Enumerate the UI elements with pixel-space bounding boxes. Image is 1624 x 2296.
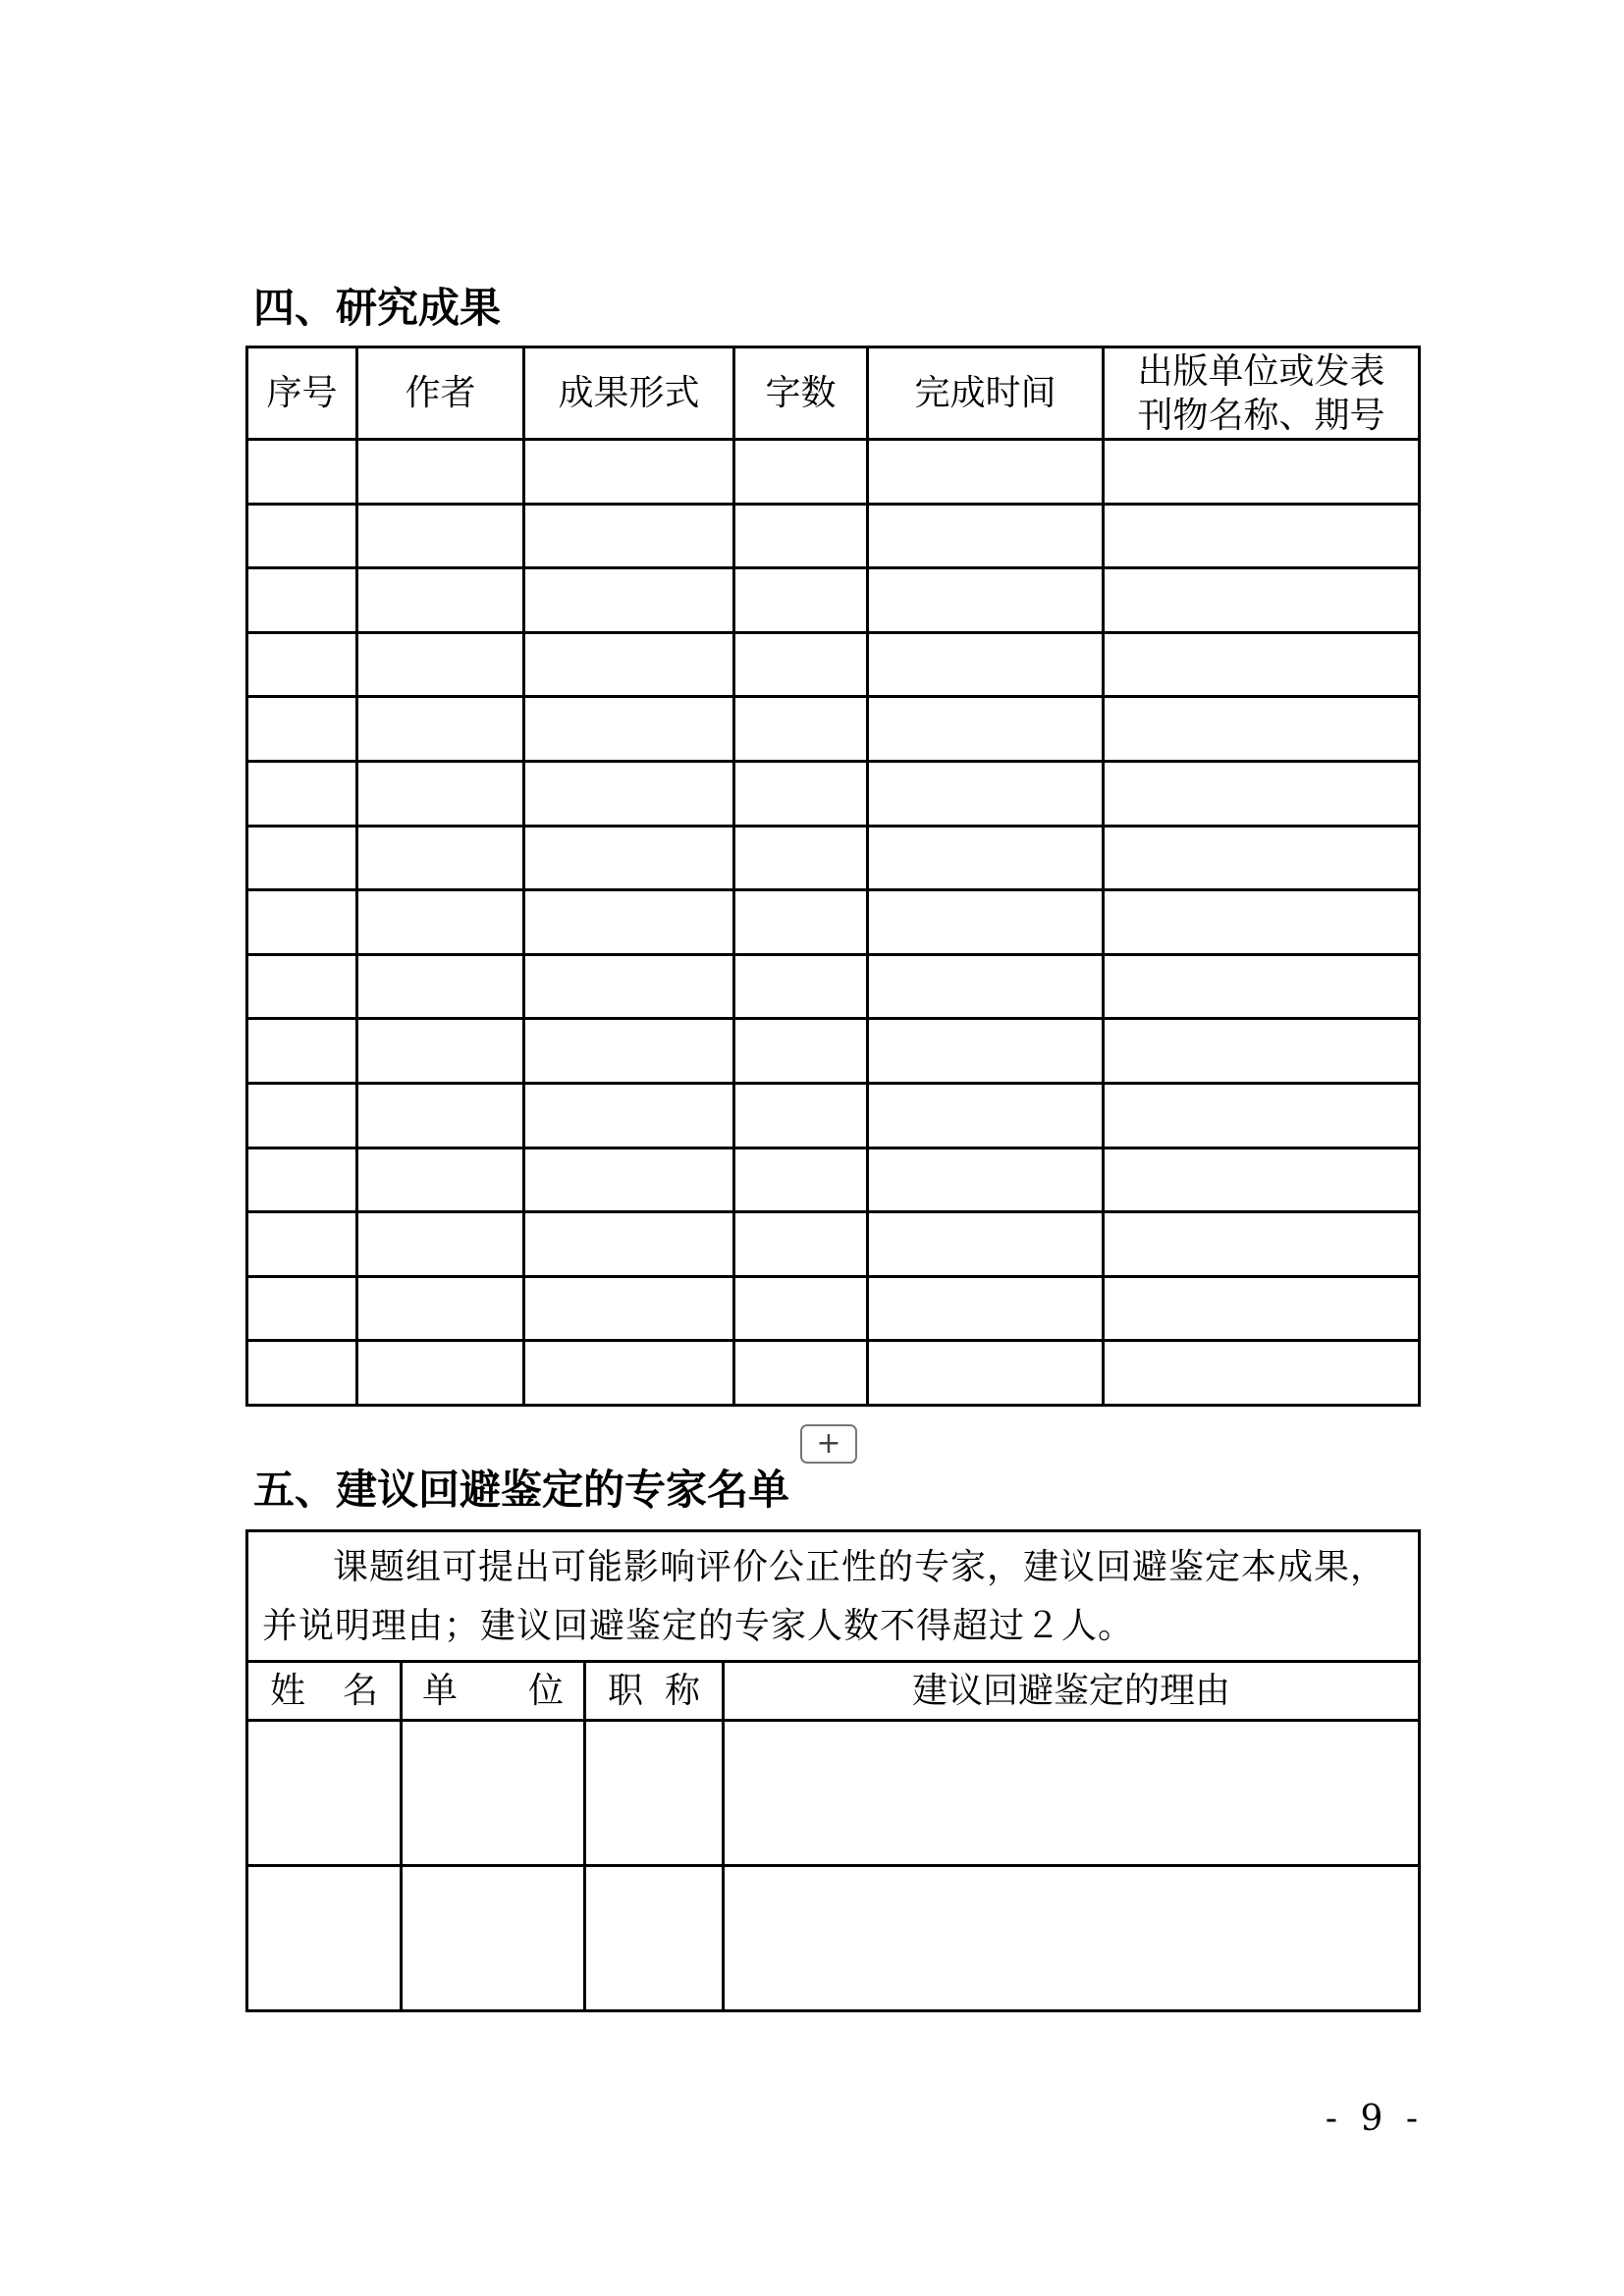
cell-serial-number[interactable]	[247, 568, 357, 633]
cell-word-count[interactable]	[734, 568, 868, 633]
cell-expert-unit[interactable]	[402, 1721, 585, 1866]
table-row	[247, 1019, 1420, 1084]
cell-publisher[interactable]	[1104, 1212, 1420, 1277]
cell-completion-time[interactable]	[868, 697, 1104, 762]
cell-serial-number[interactable]	[247, 1276, 357, 1341]
table-row	[247, 440, 1420, 505]
header-completion-time: 完成时间	[868, 347, 1104, 440]
cell-completion-time[interactable]	[868, 1212, 1104, 1277]
cell-result-form[interactable]	[524, 1212, 734, 1277]
cell-completion-time[interactable]	[868, 890, 1104, 955]
table-row	[247, 1148, 1420, 1212]
cell-author[interactable]	[357, 1212, 524, 1277]
cell-author[interactable]	[357, 1148, 524, 1212]
cell-result-form[interactable]	[524, 890, 734, 955]
cell-completion-time[interactable]	[868, 440, 1104, 505]
cell-author[interactable]	[357, 826, 524, 890]
cell-publisher[interactable]	[1104, 1341, 1420, 1406]
cell-completion-time[interactable]	[868, 761, 1104, 826]
header-publisher-line2: 刊物名称、期号	[1137, 395, 1385, 436]
cell-word-count[interactable]	[734, 1212, 868, 1277]
cell-author[interactable]	[357, 632, 524, 697]
cell-author[interactable]	[357, 1083, 524, 1148]
table-row	[247, 761, 1420, 826]
table-row	[247, 1212, 1420, 1277]
cell-publisher[interactable]	[1104, 632, 1420, 697]
cell-word-count[interactable]	[734, 890, 868, 955]
cell-author[interactable]	[357, 697, 524, 762]
cell-word-count[interactable]	[734, 1341, 868, 1406]
cell-expert-title[interactable]	[585, 1721, 724, 1866]
cell-word-count[interactable]	[734, 1148, 868, 1212]
cell-publisher[interactable]	[1104, 1148, 1420, 1212]
header-reason: 建议回避鉴定的理由	[724, 1662, 1420, 1721]
expert-row	[247, 1721, 1420, 1866]
cell-expert-name[interactable]	[247, 1721, 402, 1866]
table-row	[247, 1083, 1420, 1148]
cell-completion-time[interactable]	[868, 568, 1104, 633]
cell-expert-reason[interactable]	[724, 1721, 1420, 1866]
page-number: - 9 -	[1325, 2099, 1424, 2139]
header-serial-number: 序号	[247, 347, 357, 440]
cell-expert-unit[interactable]	[402, 1866, 585, 2011]
table-row	[247, 632, 1420, 697]
cell-publisher[interactable]	[1104, 761, 1420, 826]
research-results-table	[245, 346, 1421, 1407]
cell-result-form[interactable]	[524, 440, 734, 505]
header-word-count: 字数	[734, 347, 868, 440]
table-row	[247, 1276, 1420, 1341]
table-row	[247, 504, 1420, 568]
cell-author[interactable]	[357, 954, 524, 1019]
cell-serial-number[interactable]	[247, 761, 357, 826]
table-row	[247, 1341, 1420, 1406]
cell-serial-number[interactable]	[247, 1212, 357, 1277]
cell-serial-number[interactable]	[247, 890, 357, 955]
cell-publisher[interactable]	[1104, 826, 1420, 890]
cell-author[interactable]	[357, 1019, 524, 1084]
cell-author[interactable]	[357, 1341, 524, 1406]
cell-serial-number[interactable]	[247, 440, 357, 505]
cell-result-form[interactable]	[524, 954, 734, 1019]
cell-word-count[interactable]	[734, 761, 868, 826]
cell-completion-time[interactable]	[868, 1019, 1104, 1084]
cell-publisher[interactable]	[1104, 504, 1420, 568]
cell-result-form[interactable]	[524, 1019, 734, 1084]
cell-completion-time[interactable]	[868, 1148, 1104, 1212]
cell-publisher[interactable]	[1104, 1019, 1420, 1084]
cell-word-count[interactable]	[734, 1019, 868, 1084]
cell-author[interactable]	[357, 1276, 524, 1341]
cell-expert-name[interactable]	[247, 1866, 402, 2011]
cell-word-count[interactable]	[734, 504, 868, 568]
cell-result-form[interactable]	[524, 697, 734, 762]
cell-serial-number[interactable]	[247, 1148, 357, 1212]
table-row	[247, 890, 1420, 955]
cell-publisher[interactable]	[1104, 440, 1420, 505]
cell-serial-number[interactable]	[247, 1019, 357, 1084]
cell-serial-number[interactable]	[247, 697, 357, 762]
cell-word-count[interactable]	[734, 1083, 868, 1148]
cell-publisher[interactable]	[1104, 697, 1420, 762]
cell-result-form[interactable]	[524, 632, 734, 697]
header-job-title: 职 称	[585, 1662, 724, 1721]
header-author: 作者	[357, 347, 524, 440]
cell-serial-number[interactable]	[247, 632, 357, 697]
cell-publisher[interactable]	[1104, 568, 1420, 633]
cell-completion-time[interactable]	[868, 826, 1104, 890]
cell-result-form[interactable]	[524, 1276, 734, 1341]
cell-word-count[interactable]	[734, 826, 868, 890]
section-5-title: 五、建议回避鉴定的专家名单	[253, 1466, 790, 1514]
cell-completion-time[interactable]	[868, 1276, 1104, 1341]
instruction-note: 课题组可提出可能影响评价公正性的专家，建议回避鉴定本成果，并说明理由；建议回避鉴定的专家人数不得超过２人。	[262, 1547, 1387, 1646]
cell-serial-number[interactable]	[247, 1083, 357, 1148]
cell-publisher[interactable]	[1104, 954, 1420, 1019]
table-row	[247, 954, 1420, 1019]
cell-result-form[interactable]	[524, 504, 734, 568]
cell-author[interactable]	[357, 890, 524, 955]
cell-expert-title[interactable]	[585, 1866, 724, 2011]
expert-header-row	[247, 1662, 1420, 1721]
cell-publisher[interactable]	[1104, 1276, 1420, 1341]
cell-completion-time[interactable]	[868, 504, 1104, 568]
cell-result-form[interactable]	[524, 1341, 734, 1406]
recused-experts-table	[245, 1529, 1421, 2012]
cell-result-form[interactable]	[524, 826, 734, 890]
table-header-row	[247, 347, 1420, 440]
cell-completion-time[interactable]	[868, 1083, 1104, 1148]
cell-serial-number[interactable]	[247, 1341, 357, 1406]
header-unit: 单 位	[402, 1662, 585, 1721]
cell-word-count[interactable]	[734, 440, 868, 505]
cell-author[interactable]	[357, 568, 524, 633]
cell-result-form[interactable]	[524, 1148, 734, 1212]
header-result-form: 成果形式	[524, 347, 734, 440]
expert-row	[247, 1866, 1420, 2011]
cell-publisher[interactable]	[1104, 1083, 1420, 1148]
cell-word-count[interactable]	[734, 1276, 868, 1341]
cell-word-count[interactable]	[734, 632, 868, 697]
cell-result-form[interactable]	[524, 1083, 734, 1148]
cell-serial-number[interactable]	[247, 504, 357, 568]
cell-completion-time[interactable]	[868, 954, 1104, 1019]
cell-completion-time[interactable]	[868, 1341, 1104, 1406]
note-row	[247, 1531, 1420, 1662]
cell-expert-reason[interactable]	[724, 1866, 1420, 2011]
cell-author[interactable]	[357, 504, 524, 568]
cell-word-count[interactable]	[734, 697, 868, 762]
cell-completion-time[interactable]	[868, 632, 1104, 697]
cell-author[interactable]	[357, 761, 524, 826]
table-row	[247, 568, 1420, 633]
section-4-title: 四、研究成果	[253, 284, 502, 332]
header-publisher-line1: 出版单位或发表	[1137, 350, 1385, 392]
cell-result-form[interactable]	[524, 761, 734, 826]
header-name: 姓 名	[247, 1662, 402, 1721]
instruction-note-cell	[247, 1531, 1420, 1662]
cell-publisher[interactable]	[1104, 890, 1420, 955]
add-row-button[interactable]: +	[800, 1424, 857, 1464]
table-row	[247, 697, 1420, 762]
cell-serial-number[interactable]	[247, 954, 357, 1019]
cell-author[interactable]	[357, 440, 524, 505]
header-publisher	[1104, 347, 1420, 440]
cell-word-count[interactable]	[734, 954, 868, 1019]
table-row	[247, 826, 1420, 890]
cell-serial-number[interactable]	[247, 826, 357, 890]
cell-result-form[interactable]	[524, 568, 734, 633]
